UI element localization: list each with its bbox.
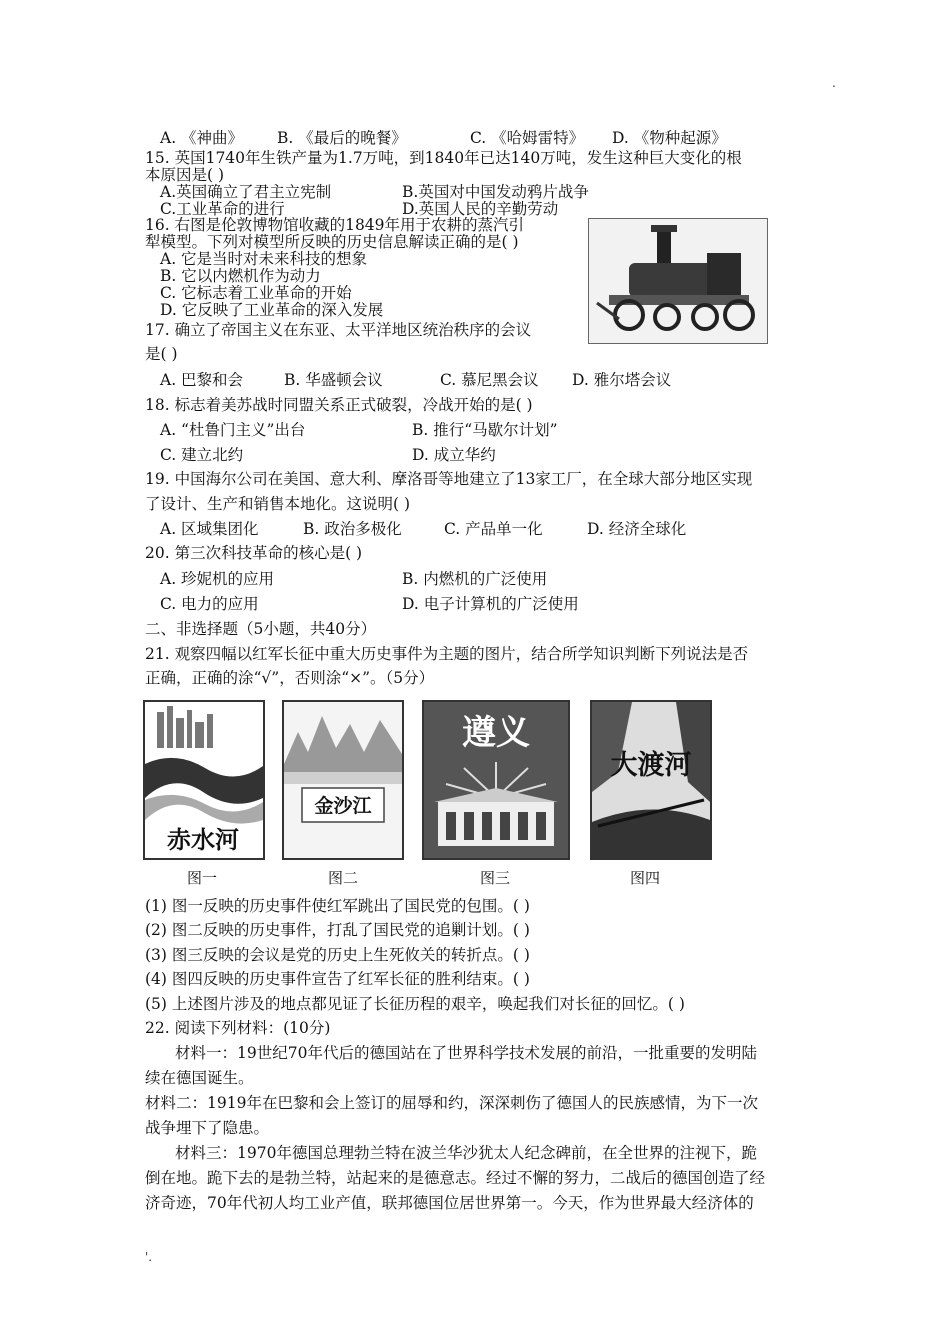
q22-stem: 22. 阅读下列材料：(10分) bbox=[145, 1019, 331, 1037]
q17-option-d: D. 雅尔塔会议 bbox=[572, 371, 672, 389]
q15-stem-1: 15. 英国1740年生铁产量为1.7万吨，到1840年已达140万吨，发生这种巨大变化的根 bbox=[145, 149, 742, 167]
q20-option-b: B. 内燃机的广泛使用 bbox=[402, 570, 548, 588]
q15-option-a: A.英国确立了君主立宪制 bbox=[160, 183, 332, 201]
q14-option-a: A. 《神曲》 bbox=[160, 129, 244, 147]
header-dot: . bbox=[832, 76, 836, 90]
q21-statement-4: (4) 图四反映的历史事件宣告了红军长征的胜利结束。( ) bbox=[145, 970, 530, 988]
picture-1-label: 赤水河 bbox=[167, 825, 239, 854]
picture-jinsha-river bbox=[282, 700, 404, 860]
q14-option-c: C. 《哈姆雷特》 bbox=[470, 129, 585, 147]
picture-4-label: 大渡河 bbox=[610, 750, 692, 781]
picture-3-label: 遵义 bbox=[462, 713, 530, 753]
caption-2: 图二 bbox=[328, 869, 359, 887]
section-title: 二、非选择题（5小题，共40分） bbox=[145, 620, 377, 638]
q21-stem-2: 正确，正确的涂“√”，否则涂“×”。（5分） bbox=[145, 669, 435, 687]
footer-mark: '. bbox=[145, 1250, 153, 1264]
q22-material-1-line-2: 续在德国诞生。 bbox=[145, 1069, 254, 1087]
q14-option-b: B. 《最后的晚餐》 bbox=[277, 129, 407, 147]
q19-option-a: A. 区域集团化 bbox=[160, 520, 259, 538]
q16-option-d: D. 它反映了工业革命的深入发展 bbox=[160, 301, 384, 319]
caption-3: 图三 bbox=[480, 869, 511, 887]
q22-material-2-line-1: 材料二：1919年在巴黎和会上签订的屈辱和约，深深刺伤了德国人的民族感情，为下一次 bbox=[145, 1094, 758, 1112]
q15-option-d: D.英国人民的辛勤劳动 bbox=[402, 200, 559, 218]
q22-material-3-line-3: 济奇迹，70年代初人均工业产值，联邦德国位居世界第一。今天，作为世界最大经济体的 bbox=[145, 1194, 754, 1212]
q22-material-1-line-1: 材料一：19世纪70年代后的德国站在了世界科学技术发展的前沿，一批重要的发明陆 bbox=[175, 1044, 757, 1062]
q15-option-b: B.英国对中国发动鸦片战争 bbox=[402, 183, 589, 201]
q21-stem-1: 21. 观察四幅以红军长征中重大历史事件为主题的图片，结合所学知识判断下列说法是否 bbox=[145, 645, 749, 663]
q17-stem-1: 17. 确立了帝国主义在东亚、太平洋地区统治秩序的会议 bbox=[145, 321, 532, 339]
q20-option-a: A. 珍妮机的应用 bbox=[160, 570, 275, 588]
q20-option-d: D. 电子计算机的广泛使用 bbox=[402, 595, 579, 613]
q22-material-3-line-1: 材料三：1970年德国总理勃兰特在波兰华沙犹太人纪念碑前，在全世界的注视下，跪 bbox=[175, 1144, 757, 1162]
q18-option-c: C. 建立北约 bbox=[160, 446, 244, 464]
q16-stem-1: 16. 右图是伦敦博物馆收藏的1849年用于农耕的蒸汽引 bbox=[145, 216, 525, 234]
q17-stem-2: 是( ) bbox=[145, 345, 178, 363]
q19-option-b: B. 政治多极化 bbox=[303, 520, 402, 538]
q16-option-c: C. 它标志着工业革命的开始 bbox=[160, 284, 352, 302]
q15-option-c: C.工业革命的进行 bbox=[160, 200, 285, 218]
q17-option-b: B. 华盛顿会议 bbox=[284, 371, 383, 389]
q20-option-c: C. 电力的应用 bbox=[160, 595, 259, 613]
picture-chishui-river bbox=[143, 700, 265, 860]
q21-statement-5: (5) 上述图片涉及的地点都见证了长征历程的艰辛，唤起我们对长征的回忆。( ) bbox=[145, 995, 685, 1013]
caption-1: 图一 bbox=[187, 869, 218, 887]
picture-2-label: 金沙江 bbox=[314, 795, 372, 817]
q18-option-a: A. “杜鲁门主义”出台 bbox=[160, 421, 306, 439]
q16-stem-2: 犁模型。下列对模型所反映的历史信息解读正确的是( ) bbox=[145, 233, 519, 251]
caption-4: 图四 bbox=[630, 869, 661, 887]
q21-statement-2: (2) 图二反映的历史事件，打乱了国民党的追剿计划。( ) bbox=[145, 921, 530, 939]
q16-option-a: A. 它是当时对未来科技的想象 bbox=[160, 250, 368, 268]
q18-option-b: B. 推行“马歇尔计划” bbox=[412, 421, 558, 439]
q18-option-d: D. 成立华约 bbox=[412, 446, 496, 464]
q18-stem: 18. 标志着美苏战时同盟关系正式破裂，冷战开始的是( ) bbox=[145, 396, 533, 414]
q19-stem-1: 19. 中国海尔公司在美国、意大利、摩洛哥等地建立了13家工厂，在全球大部分地区实现 bbox=[145, 470, 753, 488]
q21-statement-1: (1) 图一反映的历史事件使红军跳出了国民党的包围。( ) bbox=[145, 897, 530, 915]
q20-stem: 20. 第三次科技革命的核心是( ) bbox=[145, 544, 363, 562]
picture-dadu-river bbox=[590, 700, 712, 860]
q17-option-c: C. 慕尼黑会议 bbox=[440, 371, 539, 389]
q16-option-b: B. 它以内燃机作为动力 bbox=[160, 267, 321, 285]
q19-option-c: C. 产品单一化 bbox=[444, 520, 543, 538]
q17-option-a: A. 巴黎和会 bbox=[160, 371, 244, 389]
q15-stem-2: 本原因是( ) bbox=[145, 166, 225, 184]
picture-zunyi bbox=[422, 700, 570, 860]
q19-option-d: D. 经济全球化 bbox=[587, 520, 687, 538]
steam-plough-photo bbox=[588, 218, 768, 344]
q19-stem-2: 了设计、生产和销售本地化。这说明( ) bbox=[145, 495, 411, 513]
q22-material-3-line-2: 倒在地。跪下去的是勃兰特，站起来的是德意志。经过不懈的努力，二战后的德国创造了经 bbox=[145, 1169, 766, 1187]
q21-statement-3: (3) 图三反映的会议是党的历史上生死攸关的转折点。( ) bbox=[145, 946, 530, 964]
q14-option-d: D. 《物种起源》 bbox=[612, 129, 727, 147]
q22-material-2-line-2: 战争埋下了隐患。 bbox=[145, 1119, 270, 1137]
